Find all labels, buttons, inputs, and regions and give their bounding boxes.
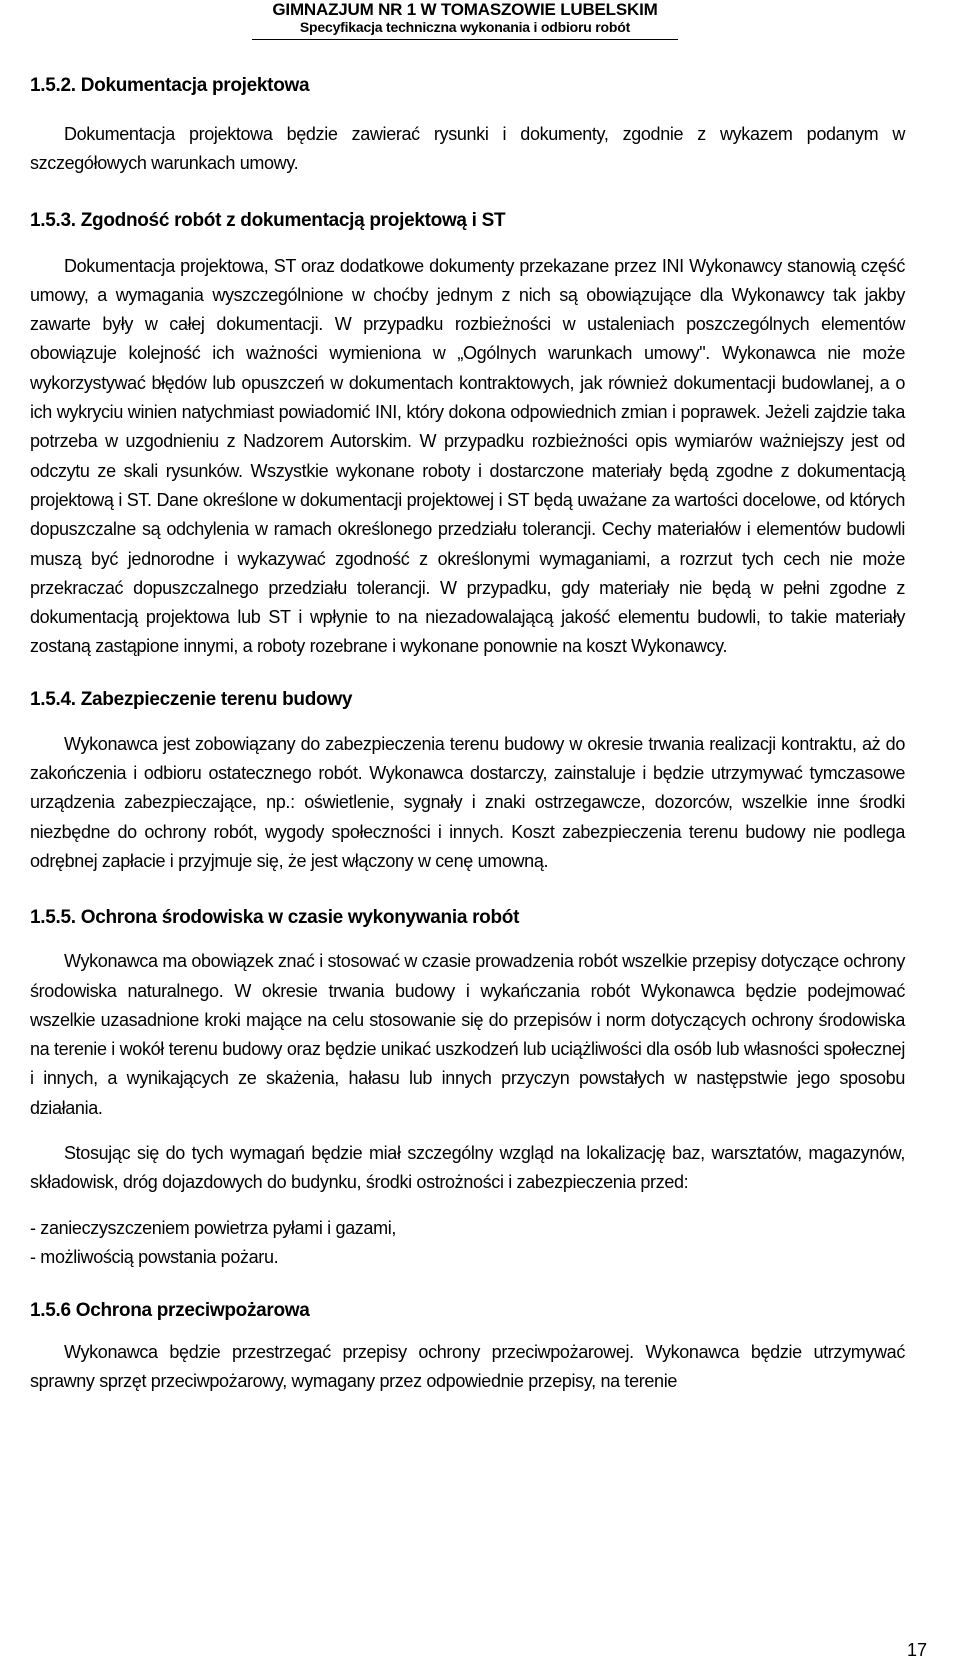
hazard-list	[30, 1214, 905, 1272]
list-item: - możliwością powstania pożaru.	[30, 1246, 279, 1267]
paragraph-1-5-5-a: Wykonawca ma obowiązek znać i stosować w czasie prowadzenia robót wszelkie przepisy dotyczące ochrony środowiska naturalnego. W okresie trwania budowy i wykańczania robót Wykonawca będzie podejmować wszelkie uzasadnione kroki mające na celu stosowanie się do przepisów i norm dotyczących ochrony środowiska na terenie i wokół terenu budowy oraz będzie unikać uszkodzeń lub uciążliwości dla osób lub własności społecznej i innych, a wynikających ze skażenia, hałasu lub innych przyczyn powstałych w następstwie jego sposobu działania.	[30, 951, 905, 1118]
page-header	[252, 0, 678, 40]
section-title-1-5-6: 1.5.6 Ochrona przeciwpożarowa	[30, 1299, 310, 1321]
page-number: 17	[906, 1640, 927, 1660]
section-title-1-5-4: 1.5.4. Zabezpieczenie terenu budowy	[30, 688, 353, 710]
document-content	[30, 70, 905, 1396]
header-title: GIMNAZJUM NR 1 W TOMASZOWIE LUBELSKIM	[272, 0, 658, 19]
section-title-1-5-2: 1.5.2. Dokumentacja projektowa	[30, 75, 310, 96]
paragraph-1-5-4: Wykonawca jest zobowiązany do zabezpieczenia terenu budowy w okresie trwania realizacji kontraktu, aż do zakończenia i odbioru ostatecznego robót. Wykonawca dostarczy, zainstaluje i będzie utrzymywać tymczasowe urządzenia zabezpieczające, np.: oświetlenie, sygnały i znaki ostrzegawcze, dozorców, wszelkie inne środki niezbędne do ochrony robót, wygody społeczności i innych. Koszt zabezpieczenia terenu budowy nie podlega odrębnej zapłacie i przyjmuje się, że jest włączony w cenę umowną.	[30, 733, 905, 871]
paragraph-1-5-3: Dokumentacja projektowa, ST oraz dodatkowe dokumenty przekazane przez INI Wykonawcy stanowią część umowy, a wymagania wyszczególnione w choćby jednym z nich są obowiązujące dla Wykonawcy tak jakby zawarte były w całej dokumentacji. W przypadku rozbieżności w ustaleniach poszczególnych elementów obowiązuje kolejność ich ważności wymieniona w „Ogólnych warunkach umowy". Wykonawca nie może wykorzystywać błędów lub opuszczeń w dokumentach kontraktowych, jak również dokumentacji budowlanej, a o ich wykryciu winien natychmiast powiadomić INI, który dokona odpowiednich zmian i poprawek. Jeżeli zajdzie taka potrzeba w uzgodnieniu z Nadzorem Autorskim. W przypadku rozbieżności opis wymiarów ważniejszy jest od odczytu ze skali rysunków. Wszystkie wykonane roboty i dostarczone materiały będą zgodne z dokumentacją projektową i ST. Dane określone w dokumentacji projektowej i ST będą uważane za wartości docelowe, od których dopuszczalne są odchylenia w ramach określonego przedziału tolerancji. Cechy materiałów i elementów budowli muszą być jednorodne i wykazywać zgodność z określonymi wymaganiami, a rozrzut tych cech nie może przekraczać dopuszczalnego przedziału tolerancji. W przypadku, gdy materiały nie będą w pełni zgodne z dokumentacją projektowa lub ST i wpłynie to na niezadowalającą jakość elementu budowli, to takie materiały zostaną zastąpione innymi, a roboty rozebrane i wykonane ponownie na koszt Wykonawcy.	[30, 255, 905, 657]
list-item: - zanieczyszczeniem powietrza pyłami i gazami,	[30, 1217, 397, 1238]
section-title-1-5-3: 1.5.3. Zgodność robót z dokumentacją projektową i ST	[30, 209, 506, 231]
header-subtitle: Specyfikacja techniczna wykonania i odbioru robót	[299, 19, 631, 35]
paragraph-1-5-6: Wykonawca będzie przestrzegać przepisy ochrony przeciwpożarowej. Wykonawca będzie utrzymywać sprawny sprzęt przeciwpożarowy, wymagany przez odpowiednie przepisy, na terenie	[30, 1341, 905, 1391]
paragraph-1-5-2: Dokumentacja projektowa będzie zawierać rysunki i dokumenty, zgodnie z wykazem podanym w szczegółowych warunkach umowy.	[30, 124, 905, 174]
section-title-1-5-5: 1.5.5. Ochrona środowiska w czasie wykonywania robót	[30, 907, 520, 929]
paragraph-1-5-5-b: Stosując się do tych wymagań będzie miał szczególny wzgląd na lokalizację baz, warsztatów, magazynów, składowisk, dróg dojazdowych do budynku, środki ostrożności i zabezpieczenia przed:	[30, 1143, 905, 1193]
